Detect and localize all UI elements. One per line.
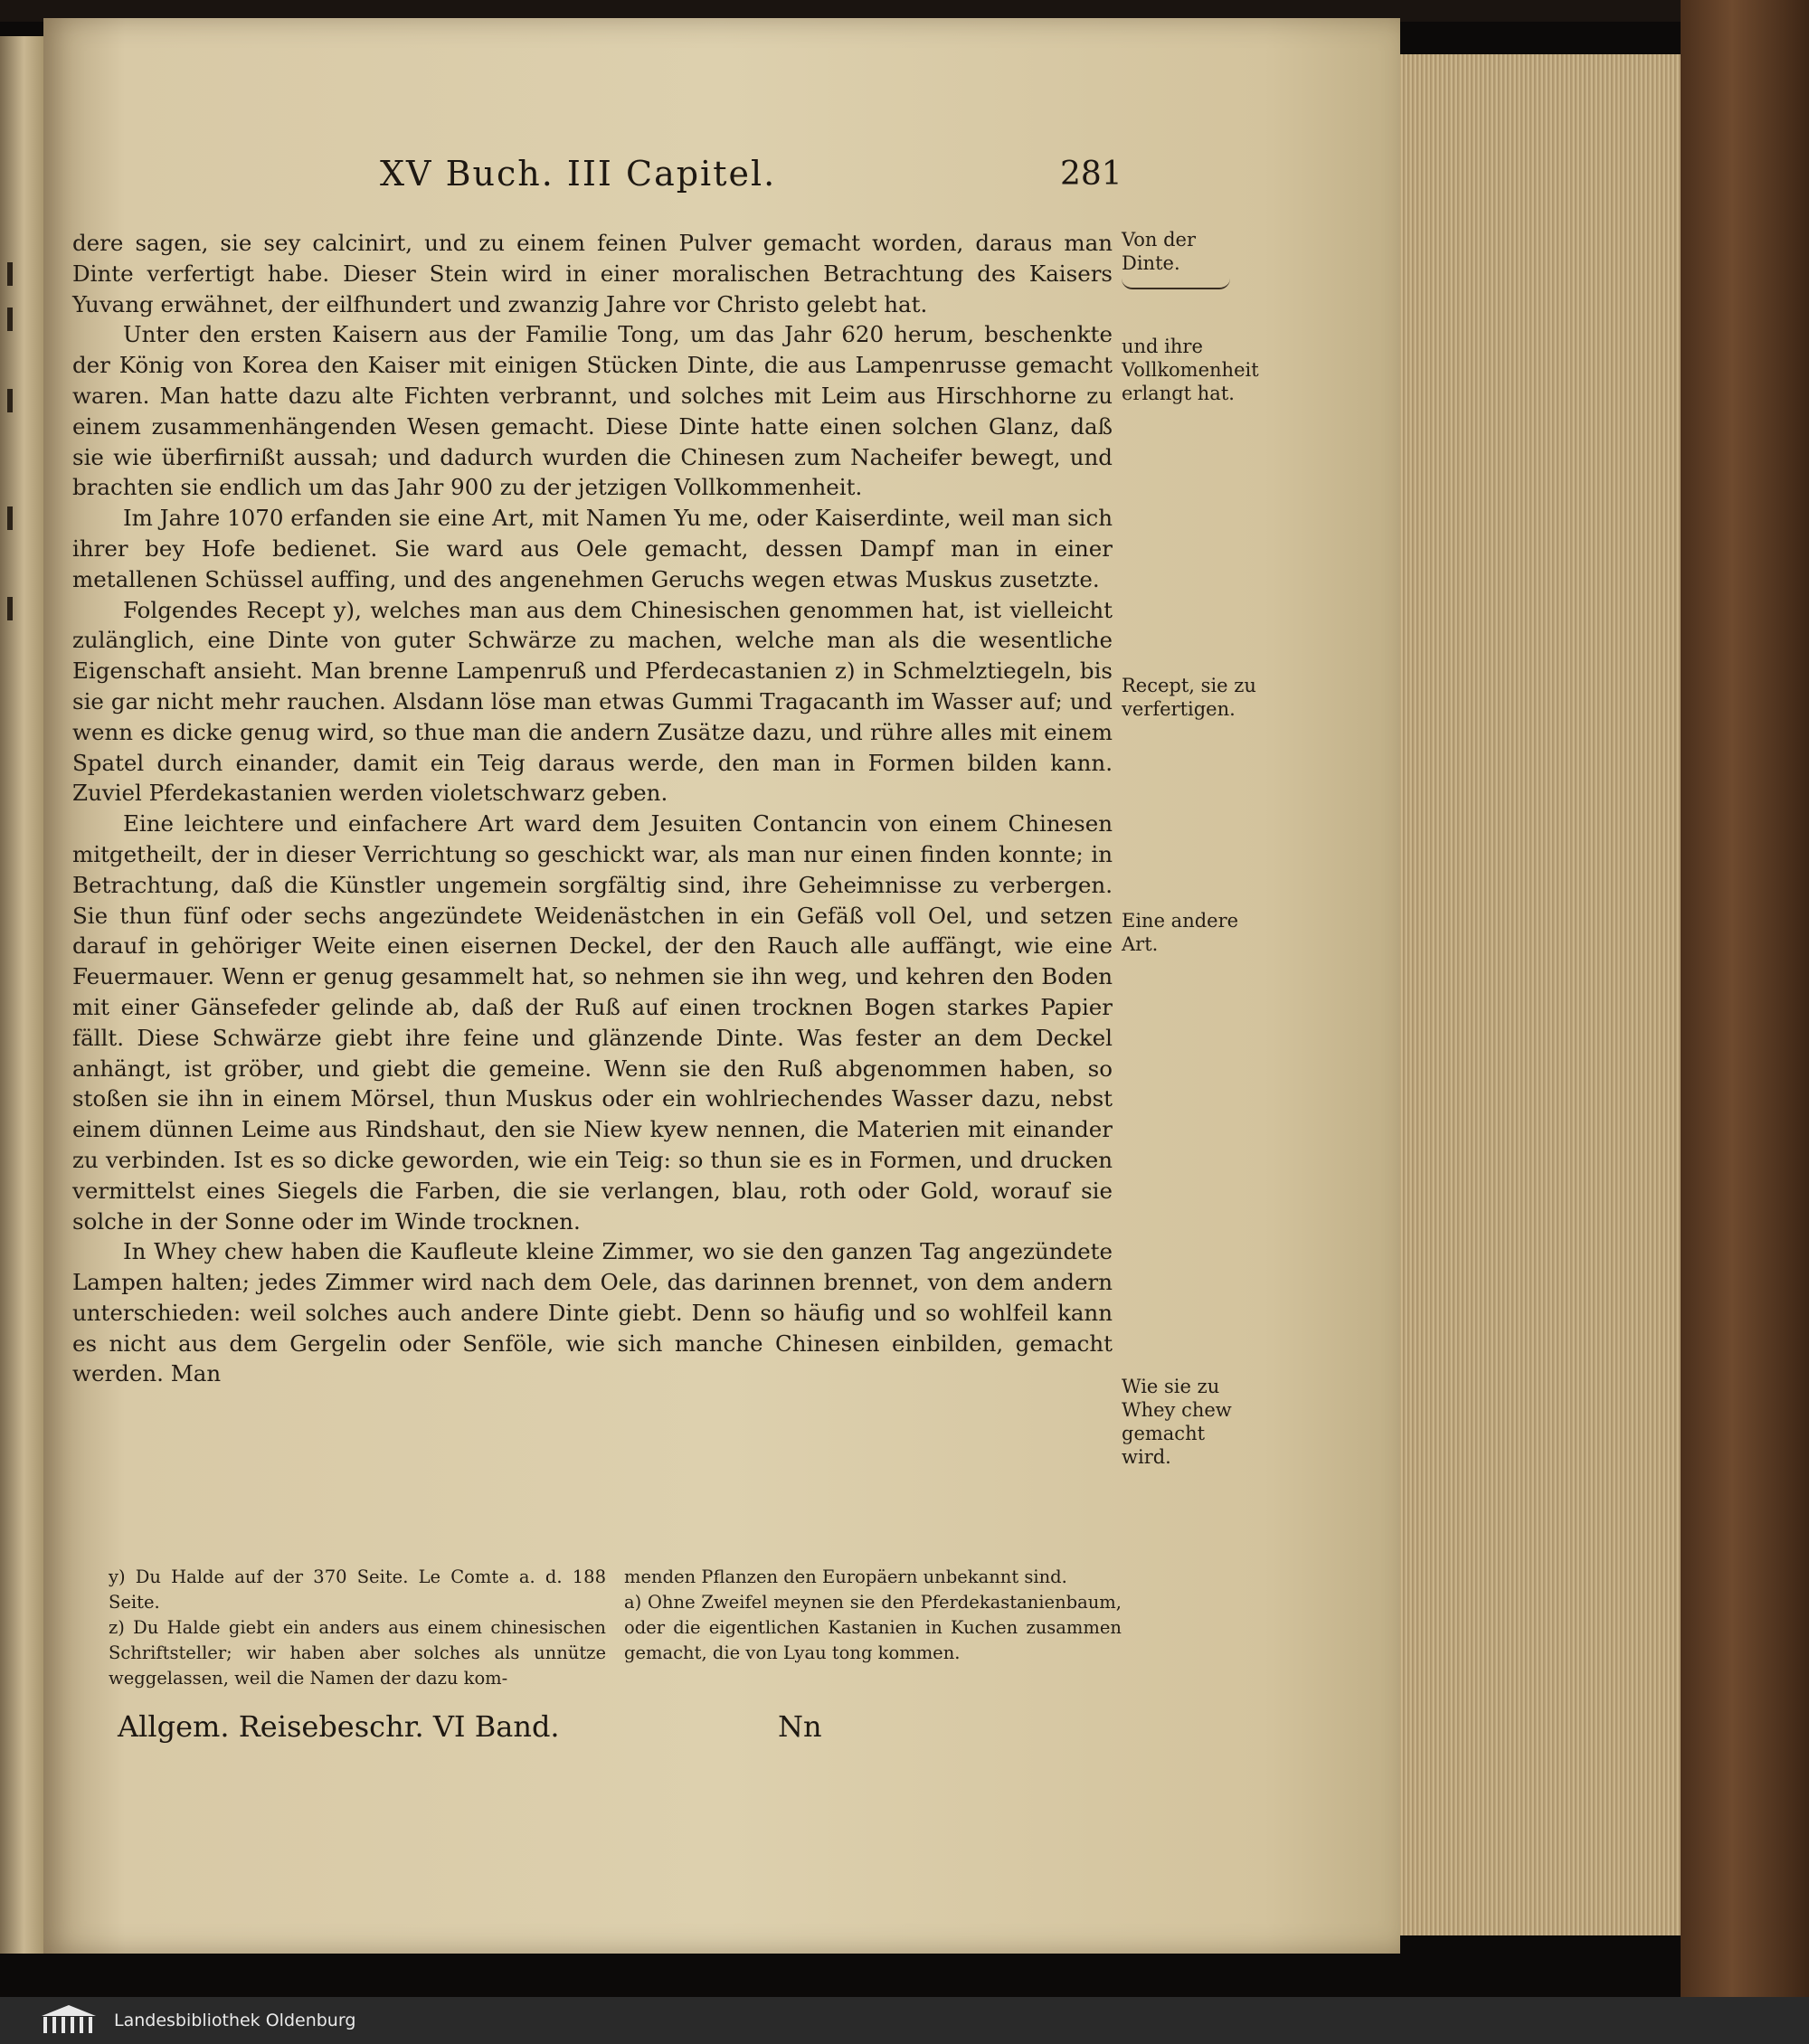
library-building-icon: [36, 2005, 101, 2036]
facing-page-glyph: [7, 389, 13, 412]
page-number: 281: [1060, 156, 1122, 193]
margin-note: Eine andere Art.: [1122, 910, 1239, 955]
margin-note: Wie sie zu Whey chew gemacht wird.: [1122, 1376, 1232, 1468]
facing-page-glyph: [7, 506, 13, 530]
footnote-column-left: [109, 1565, 606, 1689]
library-name: Landesbibliothek Oldenburg: [114, 2011, 356, 2030]
signature-title: Allgem. Reisebeschr. VI Band.: [118, 1709, 560, 1744]
paragraph: In Whey chew haben die Kaufleute kleine Zimmer, wo sie den ganzen Tag angezündete Lampen halten; jedes Zimmer wird nach dem Oele, das darinnen brennet, von dem andern unterschieden: weil solches auch andere Dinte giebt. Denn so häufig und so wohlfeil kann es nicht aus dem Gergelin oder Senföle, wie sich manche Chinesen einbilden, gemacht werden. Man: [72, 1238, 1113, 1387]
facing-page-glyph: [7, 597, 13, 620]
margin-note: Recept, sie zu verfertigen.: [1122, 675, 1256, 720]
signature-line: [118, 1709, 1113, 1744]
paragraph: dere sagen, sie sey calcinirt, und zu einem feinen Pulver gemacht worden, daraus man Dinte verfertigt habe. Dieser Stein wird in einer moralischen Betrachtung des Kaisers Yuvang erwähnet, der eilfhundert und zwanzig Jahre vor Christo gelebt hat.: [72, 230, 1113, 317]
facing-page-glyph: [7, 308, 13, 331]
library-bar: [0, 1997, 1809, 2044]
margin-note: [1122, 228, 1257, 289]
paragraph: Im Jahre 1070 erfanden sie eine Art, mit Namen Yu me, oder Kaiserdinte, weil man sich ihrer bey Hofe bedienet. Sie ward aus Oele gemacht, dessen Dampf man in einer metallenen Schüssel auffing, und des angenehmen Geruchs wegen etwas Muskus zusetzte.: [72, 505, 1113, 592]
facing-page-glyph: [7, 262, 13, 286]
footnote: y) Du Halde auf der 370 Seite. Le Comte a. d. 188 Seite.: [109, 1566, 606, 1613]
paragraph: Eine leichtere und einfachere Art ward dem Jesuiten Contancin von einem Chinesen mitgetheilt, der in dieser Verrichtung so geschickt war, als man nur einen finden konnte; in Betrachtung, daß die Künstler ungemein sorgfältig sind, ihre Geheimnisse zu verbergen. Sie thun fünf oder sechs angezündete Weidenästchen in ein Gefäß voll Oel, und setzen darauf in gehöriger Weite einen eisernen Deckel, der den Rauch alle auffängt, wie eine Feuermauer. Wenn er genug gesammelt hat, so nehmen sie ihn weg, und kehren den Boden mit einer Gänsefeder gelinde ab, daß der Ruß auf einen trocknen Bogen starkes Papier fällt. Diese Schwärze giebt ihre feine und glänzende Dinte. Was fester an dem Deckel anhängt, ist gröber, und giebt die gemeine. Wenn sie den Ruß abgenommen haben, so stoßen sie ihn in einem Mörsel, thun Muskus oder ein wohlriechendes Wasser dazu, nebst einem dünnen Leime aus Rindshaut, den sie Niew kyew nennen, die Materien mit einander zu verbinden. Ist es so dicke geworden, wie ein Teig: so thun sie es in Formen, und drucken vermittelst eines Siegels die Farben, die sie verlangen, blau, roth oder Gold, worauf sie solche in der Sonne oder im Winde trocknen.: [72, 810, 1113, 1235]
paragraph: Unter den ersten Kaisern aus der Familie Tong, um das Jahr 620 herum, beschenkte der König von Korea den Kaiser mit einigen Stücken Dinte, die aus Lampenrusse gemacht waren. Man hatte dazu alte Fichten verbrannt, und solches mit Leim aus Hirschhorne zu einem zusammenhängenden Wesen gemacht. Diese Dinte hatte einen solchen Glanz, daß sie wie überfirnißt aussah; und dadurch wurden die Chinesen zum Nacheifer bewegt, und brachten sie endlich um das Jahr 900 zu der jetzigen Vollkommenheit.: [72, 321, 1113, 501]
footnote-column-right: [624, 1565, 1122, 1673]
margin-note: und ihre Vollkomenheit erlangt hat.: [1122, 336, 1259, 404]
main-text: [72, 228, 1113, 1389]
book-cover: [1681, 0, 1809, 2044]
footnote: a) Ohne Zweifel meynen sie den Pferdekastanienbaum, oder die eigentlichen Kastanien in Kuchen zusammen gemacht, die von Lyau tong kommen.: [624, 1592, 1122, 1663]
footnotes: [109, 1565, 1122, 1689]
margin-note-text: Von der Dinte.: [1122, 229, 1196, 274]
footnote: z) Du Halde giebt ein anders aus einem chinesischen Schriftsteller; wir haben aber solches als unnütze weggelassen, weil die Namen der dazu kom-: [109, 1617, 606, 1689]
signature-mark: Nn: [778, 1709, 822, 1744]
footnote: menden Pflanzen den Europäern unbekannt sind.: [624, 1566, 1067, 1587]
paragraph: Folgendes Recept y), welches man aus dem Chinesischen genommen hat, ist vielleicht zulänglich, eine Dinte von guter Schwärze zu machen, welche man als die wesentliche Eigenschaft ansieht. Man brenne Lampenruß und Pferdecastanien z) in Schmelztiegeln, bis sie gar nicht mehr rauchen. Alsdann löse man etwas Gummi Tragacanth im Wasser auf; und wenn es dicke genug wird, so thue man die andern Zusätze dazu, und rühre alles mit einem Spatel durch einander, damit ein Teig daraus werde, den man in Formen bilden kann. Zuviel Pferdekastanien werden violetschwarz geben.: [72, 596, 1113, 807]
margin-bracket: [1122, 279, 1230, 289]
page-block-edges: [1400, 54, 1681, 1935]
facing-page-edge: [0, 36, 43, 1954]
running-head: XV Buch. III Capitel.: [380, 154, 777, 194]
